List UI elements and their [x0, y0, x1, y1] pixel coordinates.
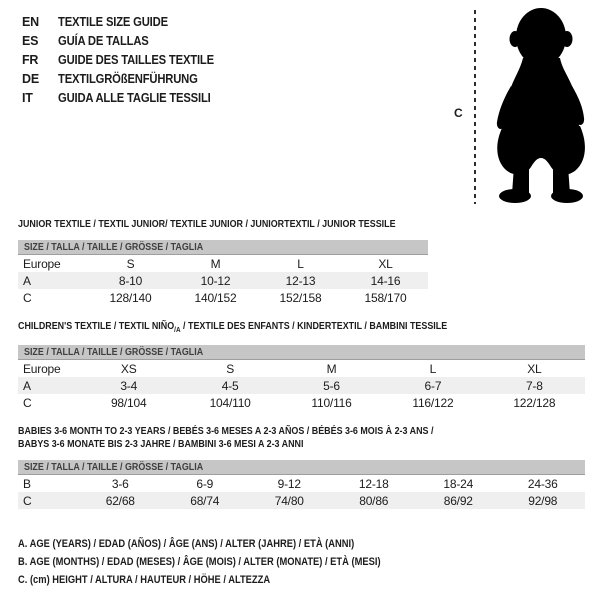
column-header: L: [297, 256, 304, 271]
language-label: GUIDA ALLE TAGLIE TESSILI: [58, 91, 211, 105]
column-header: S: [226, 361, 235, 376]
size-header-bar: SIZE / TALLA / TAILLE / GRÖSSE / TAGLIA: [18, 460, 585, 475]
language-label: TEXTILE SIZE GUIDE: [58, 15, 168, 29]
cell-value: 7-8: [525, 378, 543, 393]
table-row: [18, 475, 585, 492]
cell-value: 140/152: [194, 290, 237, 305]
language-code: DE: [22, 72, 39, 86]
junior-size-table: [18, 240, 428, 306]
note-line: A. AGE (YEARS) / EDAD (AÑOS) / ÂGE (ANS) / ALTER (JAHRE) / ETÀ (ANNI): [18, 538, 355, 551]
row-label: C: [23, 395, 32, 410]
row-label: B: [23, 476, 31, 491]
column-header: XL: [378, 256, 393, 271]
babies-size-table: [18, 460, 585, 509]
language-label: GUIDE DES TAILLES TEXTILE: [58, 53, 214, 67]
cell-value: 24-36: [527, 476, 558, 491]
language-label: TEXTILGRÖßENFÜHRUNG: [58, 72, 198, 86]
cell-value: 6-7: [424, 378, 442, 393]
column-header: XS: [120, 361, 137, 376]
column-header: Europe: [23, 361, 61, 376]
table-row: [18, 289, 428, 306]
table-row: [18, 377, 585, 394]
note-line: B. AGE (MONTHS) / EDAD (MESES) / ÂGE (MOIS) / ALTER (MONATE) / ETÀ (MESI): [18, 556, 381, 569]
cell-value: 122/128: [513, 395, 556, 410]
column-header: Europe: [23, 256, 61, 271]
cell-value: 68/74: [190, 493, 220, 508]
cell-value: 10-12: [200, 273, 231, 288]
language-code: FR: [22, 53, 39, 67]
cell-value: 9-12: [277, 476, 301, 491]
cell-value: 110/116: [311, 395, 352, 410]
height-measure-label: C: [454, 106, 463, 120]
cell-value: 92/98: [528, 493, 558, 508]
size-header-bar: SIZE / TALLA / TAILLE / GRÖSSE / TAGLIA: [18, 240, 428, 255]
language-row: [22, 89, 231, 108]
cell-value: 80/86: [359, 493, 389, 508]
row-label: A: [23, 378, 31, 393]
table-header-row: [18, 255, 428, 272]
table-row: [18, 492, 585, 509]
row-label: C: [23, 493, 32, 508]
language-code: IT: [22, 91, 33, 105]
column-header: M: [210, 256, 221, 271]
table-row: [18, 272, 428, 289]
baby-silhouette-icon: [486, 6, 596, 206]
size-header-bar: SIZE / TALLA / TAILLE / GRÖSSE / TAGLIA: [18, 345, 585, 360]
cell-value: 62/68: [105, 493, 135, 508]
cell-value: 14-16: [370, 273, 401, 288]
column-header: L: [429, 361, 437, 376]
cell-value: 4-5: [221, 378, 239, 393]
cell-value: 74/80: [274, 493, 304, 508]
cell-value: 18-24: [443, 476, 474, 491]
children-section-title: CHILDREN'S TEXTILE / TEXTIL $NIÑO_{/A}$ / TEXTILE DES ENFANTS / KINDERTEXTIL / BAMBINI TESSILE: [18, 320, 448, 335]
cell-value: 158/170: [364, 290, 407, 305]
size-measure-figure: [452, 6, 598, 208]
column-header: XL: [527, 361, 542, 376]
language-title-block: [22, 13, 231, 108]
cell-value: 3-6: [111, 476, 129, 491]
height-dashed-line: [474, 10, 476, 204]
language-label: GUÍA DE TALLAS: [58, 34, 149, 48]
size-guide-sections: [18, 212, 585, 589]
cell-value: 104/110: [209, 395, 251, 410]
cell-value: 12-13: [285, 273, 316, 288]
language-row: [22, 13, 231, 32]
language-row: [22, 70, 231, 89]
language-code: ES: [22, 34, 39, 48]
cell-value: 152/158: [279, 290, 322, 305]
column-header: S: [126, 256, 135, 271]
table-header-row: [18, 360, 585, 377]
language-code: EN: [22, 15, 39, 29]
cell-value: 128/140: [109, 290, 152, 305]
legend-notes: [18, 535, 585, 589]
cell-value: 116/122: [412, 395, 454, 410]
cell-value: 12-18: [358, 476, 389, 491]
cell-value: 5-6: [323, 378, 340, 393]
row-label: A: [23, 273, 31, 288]
babies-section-title: BABIES 3-6 MONTH TO 2-3 YEARS / BEBÉS 3-6 MESES A 2-3 AÑOS / BÉBÉS 3-6 MOIS À 2-3 ANS / BABYS 3-6 MONATE BIS 2-3 JAHRE / BAMBINI 3-6 MESI A 2-3 ANNI: [18, 425, 434, 451]
table-row: [18, 394, 585, 411]
cell-value: 86/92: [443, 493, 473, 508]
title-subscript: /A: [174, 325, 181, 335]
language-row: [22, 51, 231, 70]
row-label: C: [23, 290, 32, 305]
cell-value: 3-4: [120, 378, 138, 393]
junior-section-title: JUNIOR TEXTILE / TEXTIL JUNIOR/ TEXTILE JUNIOR / JUNIORTEXTIL / JUNIOR TESSILE: [18, 218, 396, 230]
cell-value: 98/104: [110, 395, 147, 410]
column-header: M: [326, 361, 337, 376]
note-line: C. (cm) HEIGHT / ALTURA / HAUTEUR / HÖHE / ALTEZZA: [18, 574, 271, 587]
cell-value: 6-9: [196, 476, 214, 491]
language-row: [22, 32, 231, 51]
children-size-table: [18, 345, 585, 411]
cell-value: 8-10: [118, 273, 143, 288]
